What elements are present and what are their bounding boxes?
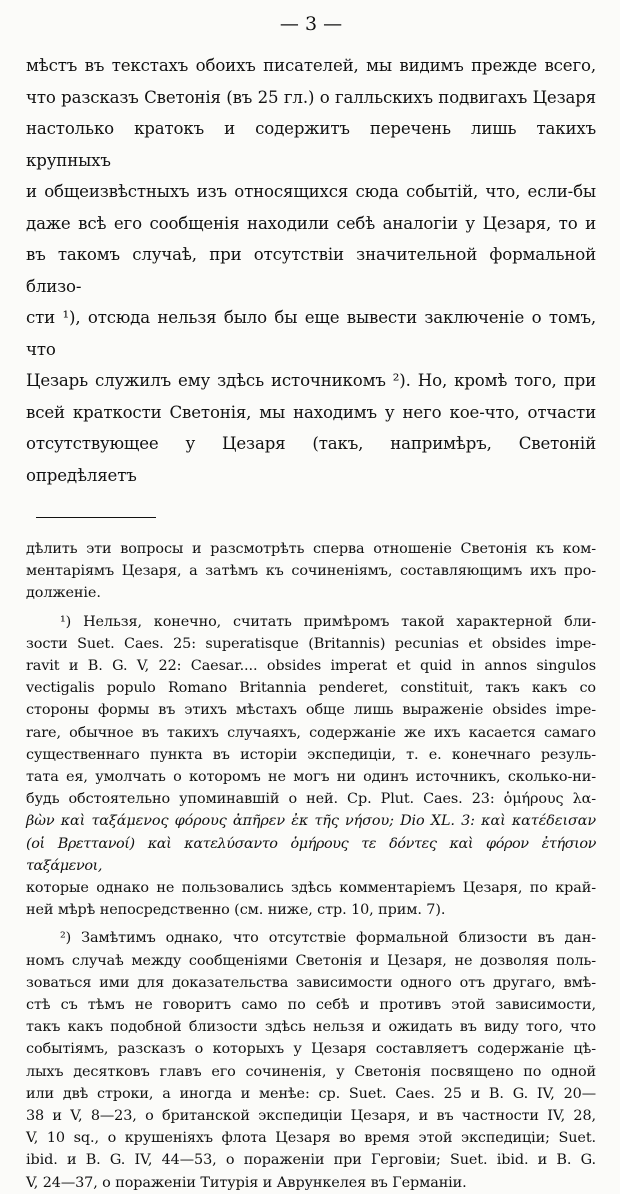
- footnote-line: rare, обычное въ такихъ случаяхъ, содержаніе же ихъ касается самаго: [26, 724, 596, 741]
- footnote-line: V, 10 sq., о крушеніяхъ флота Цезаря во время этой экспедиціи; Suet.: [26, 1130, 596, 1147]
- footnote-line: лыхъ десятковъ главъ его сочиненія, у Светонія посвящено по одной: [26, 1063, 596, 1080]
- footnote-line: ravit и B. G. V, 22: Caesar.... obsides imperat et quid in annos singulos: [26, 658, 596, 675]
- footnote-1: [26, 611, 596, 922]
- footnote-line: ibid. и B. G. IV, 44—53, о пораженіи при Герговіи; Suet. ibid. и B. G.: [26, 1152, 596, 1169]
- footnote-line: существеннаго пункта въ исторіи экспедиціи, т. е. конечнаго резуль-: [26, 746, 596, 763]
- page-number: — 3 —: [279, 13, 343, 35]
- footnote-line: (οἱ Βρεττανοί) καὶ κατελύσαντο ὁμήρους τε δόντες καὶ φόρον ἐτήσιον ταξάμενοι,: [26, 835, 596, 874]
- main-line: даже всѣ его сообщенія находили себѣ аналогіи у Цезаря, то и: [26, 213, 596, 233]
- footnote-divider: [36, 517, 156, 518]
- footnote-line: зоваться ими для доказательства зависимости одного отъ другаго, вмѣ-: [26, 974, 596, 991]
- footnote-line: V, 24—37, о пораженіи Титурія и Аврункелея въ Германіи.: [26, 1174, 467, 1191]
- main-line: настолько кратокъ и содержитъ перечень лишь такихъ крупныхъ: [26, 119, 596, 170]
- footnote-line: βὼν καὶ ταξάμενος φόρους ἀπῆρεν ἐκ τῆς νήσου; Dio XL. 3: καὶ κατέδεισαν: [26, 813, 596, 830]
- footnote-line: событіямъ, разсказъ о которыхъ у Цезаря составляетъ содержаніе цѣ-: [26, 1041, 596, 1058]
- main-line: въ такомъ случаѣ, при отсутствіи значительной формальной близо-: [26, 245, 596, 296]
- footnote-line: vectigalis populo Romano Britannia penderet, constituit, такъ какъ со: [26, 680, 596, 697]
- footnote-line: ²) Замѣтимъ однако, что отсутствіе формальной близости въ дан-: [60, 930, 596, 947]
- footnote-line: ¹) Нельзя, конечно, считать примѣромъ такой характерной бли-: [60, 613, 596, 630]
- footnote-line: которые однако не пользовались здѣсь комментаріемъ Цезаря, по край-: [26, 880, 596, 897]
- footnote-line: тата ея, умолчать о которомъ не могъ ни одинъ источникъ, сколько-ни-: [26, 769, 596, 786]
- footnote-continuation: [26, 538, 596, 605]
- footnote-line: такъ какъ подобной близости здѣсь нельзя и ожидать въ виду того, что: [26, 1019, 596, 1036]
- footnote-line: будь обстоятельно упоминавшій о ней. Ср. Plut. Caes. 23: ὁμήρους λα-: [26, 791, 596, 808]
- footnote-line: 38 и V, 8—23, о британской экспедиціи Цезаря, и въ частности IV, 28,: [26, 1108, 596, 1125]
- footnote-line: ней мѣрѣ непосредственно (см. ниже, стр. 10, прим. 7).: [26, 902, 446, 919]
- footnote-line: стороны формы въ этихъ мѣстахъ обще лишь выраженіе obsides impe-: [26, 702, 596, 719]
- main-line: Цезарь служилъ ему здѣсь источникомъ ²). Но, кромѣ того, при: [26, 371, 596, 390]
- footnote-2: [26, 927, 596, 1193]
- continuation-line: долженіе.: [26, 585, 101, 602]
- footnote-line: зости Suet. Caes. 25: superatisque (Britannis) pecunias et obsides impe-: [26, 635, 596, 652]
- continuation-line: дѣлить эти вопросы и разсмотрѣть сперва отношеніе Светонія къ ком-: [26, 541, 596, 557]
- main-text: [26, 50, 596, 491]
- continuation-line: ментаріямъ Цезаря, а затѣмъ къ сочиненіямъ, составляющимъ ихъ про-: [26, 563, 596, 580]
- main-line: отсутствующее у Цезаря (такъ, напримѣръ, Светоній опредѣляетъ: [26, 434, 596, 485]
- footnote-line: или двѣ строки, а иногда и менѣе: ср. Suet. Caes. 25 и B. G. IV, 20—: [26, 1085, 596, 1102]
- main-line: сти ¹), отсюда нельзя было бы еще вывести заключеніе о томъ, что: [26, 308, 596, 359]
- footnote-line: стѣ съ тѣмъ не говоритъ само по себѣ и противъ этой зависимости,: [26, 997, 596, 1014]
- main-line: и общеизвѣстныхъ изъ относящихся сюда событій, что, если-бы: [26, 182, 596, 201]
- main-line: мѣстъ въ текстахъ обоихъ писателей, мы видимъ прежде всего,: [26, 56, 596, 75]
- main-line: что разсказъ Светонія (въ 25 гл.) о галльскихъ подвигахъ Цезаря: [26, 87, 596, 107]
- footnote-line: номъ случаѣ между сообщеніями Светонія и Цезаря, не дозволяя поль-: [26, 952, 596, 969]
- main-line: всей краткости Светонія, мы находимъ у него кое-что, отчасти: [26, 402, 596, 422]
